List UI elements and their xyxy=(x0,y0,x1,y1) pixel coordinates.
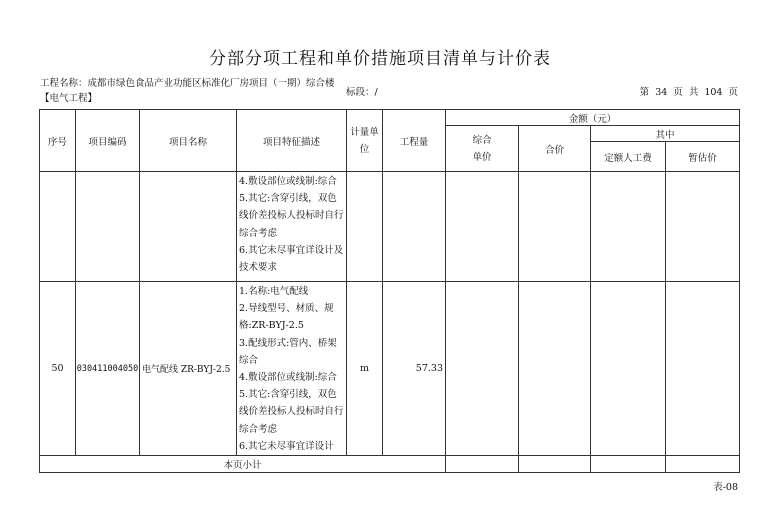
header-seq: 序号 xyxy=(40,110,76,172)
row-unit: m xyxy=(347,282,383,456)
subtotal-unit-price xyxy=(446,456,519,473)
row-total xyxy=(519,282,591,456)
header-unit-price: 综合 单价 xyxy=(446,126,519,172)
project-name: 工程名称：成都市绿色食品产业功能区标准化厂房项目（一期）综合楼【电气工程】 xyxy=(40,78,335,104)
row-desc: 1.名称:电气配线 2.导线型号、材质、规格:ZR-BYJ-2.5 3.配线形式:管内、桥架综合 4.敷设部位或线制:综合 5.其它:含穿引线，双色线价差投标人投标时自行综合考虑 6.其它未尽事宜详设计 xyxy=(237,282,347,456)
row-unit xyxy=(347,172,383,282)
subtotal-labor xyxy=(591,456,666,473)
row-seq: 50 xyxy=(40,282,76,456)
row-provisional xyxy=(666,282,740,456)
row-qty: 57.33 xyxy=(383,282,446,456)
header-name: 项目名称 xyxy=(140,110,237,172)
header-labor: 定额人工费 xyxy=(591,142,666,172)
header-desc: 项目特征描述 xyxy=(237,110,347,172)
row-unit-price xyxy=(446,282,519,456)
bid-section: 标段：/ xyxy=(346,87,378,98)
row-code xyxy=(76,172,140,282)
subtotal-label: 本页小计 xyxy=(40,456,446,473)
row-provisional xyxy=(666,172,740,282)
subtotal-total xyxy=(519,456,591,473)
header-amount: 金额（元） xyxy=(446,110,740,126)
row-name xyxy=(140,172,237,282)
row-total xyxy=(519,172,591,282)
subtotal-row xyxy=(40,456,740,473)
row-unit-price xyxy=(446,172,519,282)
subtotal-provisional xyxy=(666,456,740,473)
header-provisional: 暂估价 xyxy=(666,142,740,172)
row-seq xyxy=(40,172,76,282)
header-unit: 计量单位 xyxy=(347,110,383,172)
page-info: 第 34 页 共 104 页 xyxy=(639,87,738,98)
form-number: 表-08 xyxy=(713,482,738,493)
header-code: 项目编码 xyxy=(76,110,140,172)
row-labor xyxy=(591,282,666,456)
table-row xyxy=(40,282,740,456)
row-desc: 4.敷设部位或线制:综合 5.其它:含穿引线，双色线价差投标人投标时自行综合考虑 6.其它未尽事宜详设计及技术要求 xyxy=(237,172,347,282)
row-name: 电气配线 ZR-BYJ-2.5 xyxy=(140,282,237,456)
row-code: 030411004050 xyxy=(76,282,140,456)
row-qty xyxy=(383,172,446,282)
table-row xyxy=(40,172,740,282)
header-total: 合价 xyxy=(519,126,591,172)
header-of-which: 其中 xyxy=(591,126,740,142)
pricing-table xyxy=(39,109,740,473)
header-qty: 工程量 xyxy=(383,110,446,172)
row-labor xyxy=(591,172,666,282)
page-title: 分部分项工程和单价措施项目清单与计价表 xyxy=(209,49,551,69)
